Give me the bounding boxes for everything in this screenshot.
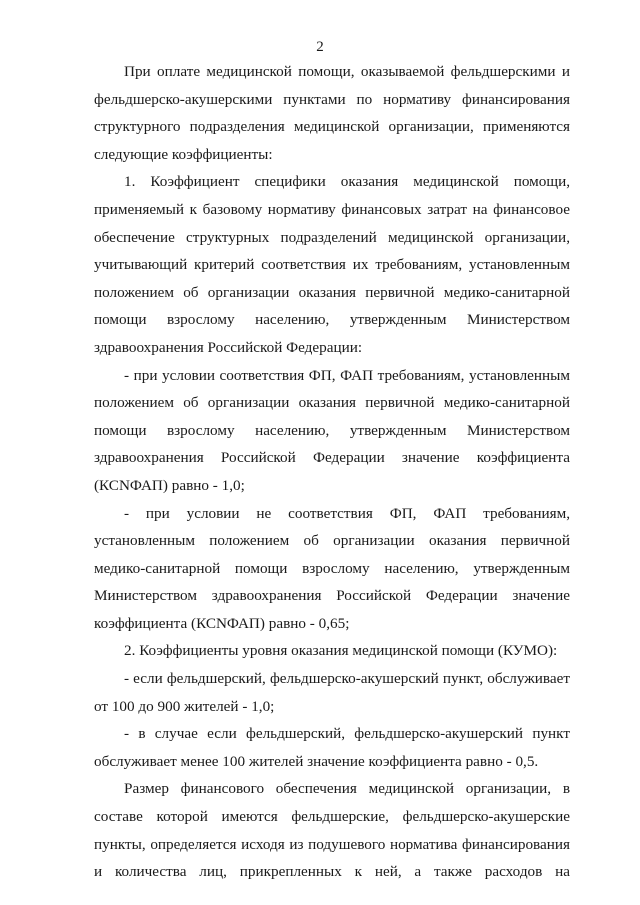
coefficient-1-paragraph: 1. Коэффициент специфики оказания медицинской помощи, применяемый к базовому нормативу финансовых затрат на финансовое обеспечение структурных подразделений медицинской организации, учитывающий критерий соответствия их требованиям, установленным положением об организации оказания первичной медико-санитарной помощи взрослому населению, утвержденным Министерством здравоохранения Российской Федерации: xyxy=(94,173,570,356)
document-body xyxy=(94,58,570,886)
intro-paragraph: При оплате медицинской помощи, оказываемой фельдшерскими и фельдшерско-акушерскими пунктами по нормативу финансирования структурного подразделения медицинской организации, применяются следующие коэффициенты: xyxy=(94,63,570,163)
coefficient-2-item-under-100: - в случае если фельдшерский, фельдшерско-акушерский пункт обслуживает менее 100 жителей значение коэффициента равно - 0,5. xyxy=(94,725,570,770)
funding-size-paragraph: Размер финансового обеспечения медицинской организации, в составе которой имеются фельдшерские, фельдшерско-акушерские пункты, определяется исходя из подушевого норматива финансирования и количества лиц, прикрепленных к ней, а также расходов на xyxy=(94,780,570,881)
coefficient-1-compliant-item: - при условии соответствия ФП, ФАП требованиям, установленным положением об организации оказания первичной медико-санитарной помощи взрослому населению, утвержденным Министерством здравоохранения Российской Федерации значение коэффициента (КСNФАП) равно - 1,0; xyxy=(94,366,570,494)
coefficient-2-item-100-900: - если фельдшерский, фельдшерско-акушерский пункт, обслуживает от 100 до 900 жителей - 1,0; xyxy=(94,670,570,715)
page-number: 2 xyxy=(316,39,324,55)
coefficient-1-noncompliant-item: - при условии не соответствия ФП, ФАП требованиям, установленным положением об организации оказания первичной медико-санитарной помощи взрослому населению, утвержденным Министерством здравоохранения Российской Федерации значение коэффициента (КСNФАП) равно - 0,65; xyxy=(94,504,570,632)
coefficient-2-paragraph: 2. Коэффициенты уровня оказания медицинской помощи (КУМО): xyxy=(124,642,558,660)
